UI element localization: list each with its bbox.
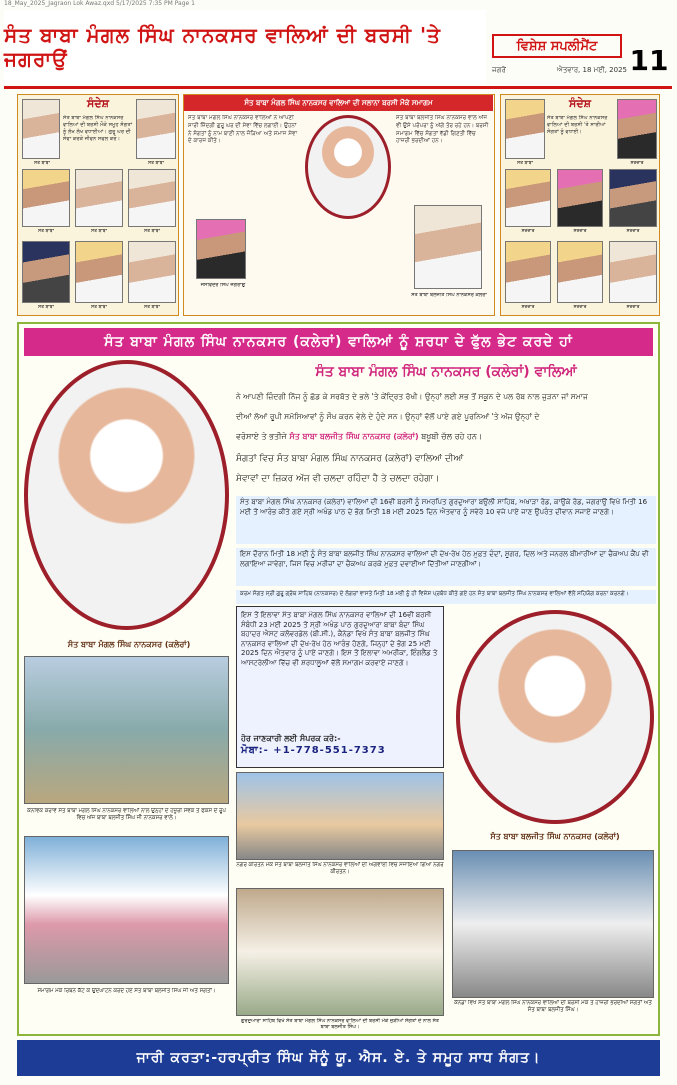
saint-portrait-large [24, 360, 229, 630]
photo-caption: ਸਮਾਗਮ ਮੌਕੇ ਰਿਬਨ ਕੱਟ ਕੇ ਉਦਘਾਟਨ ਕਰਦੇ ਹੋਏ ਸੰਤ ਬਾਬਾ ਬਲਜੀਤ ਸਿੰਘ ਜੀ ਅਤੇ ਸੰਗਤਾਂ। [37, 988, 216, 994]
portrait-photo [557, 241, 603, 303]
photo-caption: ਸੰਤ ਬਾਬਾ [91, 229, 107, 234]
medical-camp-paragraph: ਇਸ ਦੌਰਾਨ ਮਿਤੀ 18 ਮਈ ਨੂੰ ਸੰਤ ਬਾਬਾ ਬਲਜੀਤ ਸਿੰਘ ਨਾਨਕਸਰ ਵਾਲਿਆਂ ਦੀ ਦੇਖ-ਰੇਖ ਹੇਠ ਮੁਫ਼ਤ ਦੰਦਾਂ, ਸ਼ੂਗਰ, ਦਿਲ ਅਤੇ ਜਨਰਲ ਬੀਮਾਰੀਆਂ ਦਾ ਚੈਕਅਪ ਕੈਂਪ ਵੀ ਲਗਾਇਆ ਜਾਵੇਗਾ, ਜਿਸ ਵਿਚ ਮਰੀਜ਼ਾਂ ਦਾ ਚੈਕਅਪ ਕਰਕੇ ਮੁਫ਼ਤ ਦਵਾਈਆਂ ਦਿੱਤੀਆਂ ਜਾਣਗੀਆਂ। [236, 548, 656, 586]
masthead-title: ਸੰਤ ਬਾਬਾ ਮੰਗਲ ਸਿੰਘ ਨਾਨਕਸਰ ਵਾਲਿਆਂ ਦੀ ਬਰਸੀ 'ਤੇ ਜਗਰਾਉਂ [4, 10, 486, 84]
portrait-photo [617, 99, 657, 159]
left-panel-title: ਸੰਦੇਸ਼ [87, 97, 109, 110]
right-panel-title: ਸੰਦੇਸ਼ [569, 97, 591, 110]
successor-name: ਸੰਤ ਬਾਬਾ ਬਲਜੀਤ ਸਿੰਘ ਨਾਨਕਸਰ (ਕਲੇਰਾਂ) [289, 432, 419, 441]
langar-paragraph: ਕਰਮ ਸੰਗਤ ਸ੍ਰੀ ਗੁਰੂ ਗ੍ਰੰਥ ਸਾਹਿਬ (ਨਾਨਕਸਰ) ਦੇ ਲੰਗਰਾਂ ਵਾਸਤੇ ਮਿਤੀ 18 ਮਈ ਨੂੰ ਹੀ ਵਿਸ਼ੇਸ਼ ਪ੍ਰਬੰਧ ਕੀਤੇ ਗਏ ਹਨ ਸੰਤ ਬਾਬਾ ਬਲਜੀਤ ਸਿੰਘ ਨਾਨਕਸਰ ਵਾਲਿਆਂ ਵੱਲੋਂ ਸਹਿਯੋਗ ਕਰਨਾ ਕਰਨਗੇ। [236, 590, 656, 604]
portrait-photo [196, 219, 246, 279]
photo-caption: ਸੰਤ ਬਾਬਾ ਬਲਜੀਤ ਸਿੰਘ ਨਾਨਕਸਰ ਕਲੇਰਾਂ [411, 293, 487, 298]
photo-caption: ਕੰਨਵਿਕ ਕਰਾਵੇ ਸੰਤ ਬਾਬਾ ਮੰਗਲ ਸਿੰਘ ਨਾਨਕਸਰ ਵਾਲਿਆਂ ਨਾਲ ਉਨ੍ਹਾਂ ਦੇ ਹਜ਼ੂਰੀ ਸੇਵਕ ਤੇ ਫੋਕਸ ਦੇ ਰੂਪ ਵਿਚ ਅੱਜ ਬਾਬਾ ਬਲਜੀਤ ਸਿੰਘ ਜੀ ਨਾਨਕਸਰ ਵਾਲੇ। [27, 808, 226, 821]
article-text: ਬਖੂਬੀ ਚੱਲ ਰਹੇ ਹਨ। [421, 432, 483, 441]
photo-caption: ਸੰਤ ਬਾਬਾ [148, 161, 164, 166]
portrait-photo [505, 241, 551, 303]
ceremony-paragraph: ਸੰਤ ਬਾਬਾ ਮੰਗਲ ਸਿੰਘ ਨਾਨਕਸਰ (ਕਲੇਰਾਂ) ਵਾਲਿਆਂ ਦੀ 16ਵੀਂ ਬਰਸੀ ਨੂੰ ਸਮਰਪਿਤ ਗੁਰਦੁਆਰਾ ਬਉਲੀ ਸਾਹਿਬ, ਅਖਾੜਾ ਰੋਡ, ਕਾਉਂਕੇ ਰੋਡ, ਜਗਰਾਉਂ ਵਿਖੇ ਮਿਤੀ 16 ਮਈ ਤੋਂ ਆਰੰਭ ਕੀਤੇ ਗਏ ਸ੍ਰੀ ਅਖੰਡ ਪਾਠ ਦੇ ਭੋਗ ਮਿਤੀ 18 ਮਈ 2025 ਦਿਨ ਐਤਵਾਰ ਨੂੰ ਸਵੇਰੇ 10 ਵਜੇ ਪਾਏ ਜਾਣ ਉਪਰੰਤ ਦੀਵਾਨ ਸਜਾਏ ਜਾਣਗੇ। [236, 496, 656, 544]
photo-caption: ਸਰਦਾਰ [626, 229, 640, 234]
photo-caption: ਸਰਦਾਰ [626, 305, 640, 310]
tribute-banner: ਸੰਤ ਬਾਬਾ ਮੰਗਲ ਸਿੰਘ ਨਾਨਕਸਰ (ਕਲੇਰਾਂ) ਵਾਲਿਆਂ ਨੂੰ ਸ਼ਰਧਾ ਦੇ ਫੁੱਲ ਭੇਟ ਕਰਦੇ ਹਾਂ [24, 328, 653, 356]
portrait-photo [505, 99, 545, 159]
photo-caption: ਨਗਰ ਕੀਰਤਨ ਮੌਕੇ ਸੰਤ ਬਾਬਾ ਬਲਜੀਤ ਸਿੰਘ ਨਾਨਕਸਰ ਵਾਲਿਆਂ ਦੀ ਅਗਵਾਈ ਵਿਚ ਸਜਾਇਆ ਗਿਆ ਨਗਰ ਕੀਰਤਨ। [236, 862, 444, 875]
section-label: ਵਿਸ਼ੇਸ਼ ਸਪਲੀਮੈਂਟ [492, 34, 622, 58]
photo-caption: ਸੰਤ ਬਾਬਾ [144, 305, 160, 310]
photo-caption: ਸਰਦਾਰ [521, 305, 535, 310]
article-text: ਵਰੋਸਾਏ ਤੇ ਭਤੀਜੇ [236, 432, 287, 441]
canada-event-photo [452, 850, 654, 998]
photo-caption: ਸੰਤ ਬਾਬਾ [38, 229, 54, 234]
portrait-photo [505, 169, 551, 227]
photo-caption: ਸੰਤ ਬਾਬਾ [34, 161, 50, 166]
left-message-panel [17, 94, 179, 316]
right-message-panel [500, 94, 660, 316]
canada-notice-box [236, 606, 444, 768]
photo-caption: ਸੰਤ ਬਾਬਾ [517, 161, 533, 166]
article-line: ਸੇਵਾਵਾਂ ਦਾ ਜ਼ਿਕਰ ਅੱਜ ਵੀ ਚਲਦਾ ਰਹਿੰਦਾ ਹੈ ਤੇ ਚਲਦਾ ਰਹੇਗਾ। [236, 474, 440, 484]
photo-caption: ਸਰਦਾਰ [521, 229, 535, 234]
event-photo [24, 656, 229, 804]
notice-contact: ਹੋਰ ਜਾਣਕਾਰੀ ਲਈ ਸੰਪਰਕ ਕਰੋ:- [241, 734, 341, 743]
procession-photo [236, 772, 444, 860]
notice-text: ਇਸ ਤੋਂ ਇਲਾਵਾ ਸੰਤ ਬਾਬਾ ਮੰਗਲ ਸਿੰਘ ਨਾਨਕਸਰ ਵਾਲਿਆਂ ਦੀ 16ਵੀਂ ਬਰਸੀ ਸੰਬੰਧੀ 23 ਮਈ 2025 ਤੋਂ ਸ੍ਰੀ ਅਖੰਡ ਪਾਠ ਗੁਰਦੁਆਰਾ ਬਾਬਾ ਬੰਦਾ ਸਿੰਘ ਬਹਾਦਰ ਐਸਟ ਕਲੋਵਰਡੇਲ (ਬੀ.ਸੀ.), ਕੈਨੇਡਾ ਵਿਖੇ ਸੰਤ ਬਾਬਾ ਬਲਜੀਤ ਸਿੰਘ ਨਾਨਕਸਰ ਵਾਲਿਆਂ ਦੀ ਦੇਖ-ਰੇਖ ਹੇਠ ਆਰੰਭ ਹੋਣਗੇ, ਜਿਨ੍ਹਾਂ ਦੇ ਭੋਗ 25 ਮਈ 2025 ਦਿਨ ਐਤਵਾਰ ਨੂੰ ਪਾਏ ਜਾਣਗੇ। ਇਸ ਤੋਂ ਇਲਾਵਾ ਅਮਰੀਕਾ, ਇੰਗਲੈਂਡ ਤੇ ਆਸਟਰੇਲੀਆ ਵਿੱਚ ਵੀ ਸ਼ਰਧਾਲੂਆਂ ਵੱਲੋਂ ਸਮਾਗਮ ਕਰਵਾਏ ਜਾਣਗੇ। [241, 611, 438, 667]
portrait-photo [557, 169, 603, 227]
article-line [236, 430, 656, 444]
photo-caption: ਸੰਤ ਬਾਬਾ [38, 305, 54, 310]
portrait-photo [22, 99, 60, 159]
left-portrait-caption: ਸੰਤ ਬਾਬਾ ਮੰਗਲ ਸਿੰਘ ਨਾਨਕਸਰ (ਕਲੇਰਾਂ) [67, 640, 191, 649]
footer-banner: ਜਾਰੀ ਕਰਤਾ:-ਹਰਪ੍ਰੀਤ ਸਿੰਘ ਸੋਨੂੰ ਯੂ. ਐਸ. ਏ. ਤੇ ਸਮੂਹ ਸਾਧ ਸੰਗਤ। [17, 1040, 660, 1076]
photo-caption: ਸਰਦਾਰ [630, 161, 644, 166]
date-label: ਐਤਵਾਰ, 18 ਮਈ, 2025 [556, 66, 627, 74]
page-number: 11 [629, 43, 669, 77]
center-text-right: ਸੰਤ ਬਾਬਾ ਬਲਜੀਤ ਸਿੰਘ ਨਾਨਕਸਰ ਵਾਲੇ ਅੱਜ ਵੀ ਉਸੇ ਪਰੰਪਰਾ ਨੂੰ ਅੱਗੇ ਤੋਰ ਰਹੇ ਹਨ। ਬਰਸੀ ਸਮਾਗਮ ਵਿੱਚ ਸੰਗਤਾਂ ਵੱਡੀ ਗਿਣਤੀ ਵਿੱਚ ਹਾਜ਼ਰੀ ਭਰਦੀਆਂ ਹਨ। [396, 115, 489, 145]
portrait-photo [22, 241, 70, 303]
saint-portrait-oval [305, 115, 391, 219]
article-line: ਨੇ ਆਪਣੀ ਜ਼ਿੰਦਗੀ ਨਿੱਜ ਨੂੰ ਛੱਡ ਕੇ ਸਰਬੱਤ ਦੇ ਭਲੇ 'ਤੇ ਕੇਂਦ੍ਰਿਤ ਰੱਖੀ। ਉਨ੍ਹਾਂ ਲਈ ਸਭ ਤੋਂ ਸਕੂਨ ਦੇ ਪਲ ਰੱਬ ਨਾਲ ਜੁੜਨਾ ਜਾਂ ਸਮਾਜ [236, 392, 588, 401]
portrait-photo [609, 169, 657, 227]
portrait-photo [136, 99, 176, 159]
photo-caption: ਸਰਦਾਰ [573, 305, 587, 310]
dateline [492, 66, 627, 75]
center-panel-title: ਸੰਤ ਬਾਬਾ ਮੰਗਲ ਸਿੰਘ ਨਾਨਕਸਰ ਵਾਲਿਆਂ ਦੀ ਸਲਾਨਾ ਬਰਸੀ ਮੌਕੇ ਸਮਾਗਮ [184, 95, 493, 111]
portrait-photo [609, 241, 657, 303]
photo-caption: ਗੁਰਦੁਆਰਾ ਸਾਹਿਬ ਵਿਖੇ ਸੰਤ ਬਾਬਾ ਮੰਗਲ ਸਿੰਘ ਨਾਨਕਸਰ ਵਾਲਿਆਂ ਦੀ ਬਰਸੀ ਮੌਕੇ ਜੁੜੀਆਂ ਸੰਗਤਾਂ ਦੇ ਨਾਲ ਸੰਤ ਬਾਬਾ ਬਲਜੀਤ ਸਿੰਘ। [241, 1018, 439, 1031]
article-line: ਸੰਗਤਾਂ ਵਿਚ ਸੰਤ ਬਾਬਾ ਮੰਗਲ ਸਿੰਘ ਨਾਨਕਸਰ (ਕਲੇਰਾਂ) ਵਾਲਿਆਂ ਦੀਆਂ [236, 454, 464, 464]
article-heading: ਸੰਤ ਬਾਬਾ ਮੰਗਲ ਸਿੰਘ ਨਾਨਕਸਰ (ਕਲੇਰਾਂ) ਵਾਲਿਆਂ [315, 364, 577, 380]
center-text-left: ਸੰਤ ਬਾਬਾ ਮੰਗਲ ਸਿੰਘ ਨਾਨਕਸਰ ਵਾਲਿਆਂ ਨੇ ਆਪਣੀ ਸਾਰੀ ਜ਼ਿੰਦਗੀ ਗੁਰੂ ਘਰ ਦੀ ਸੇਵਾ ਵਿੱਚ ਲਗਾਈ। ਉਹਨਾਂ ਨੇ ਸੰਗਤਾਂ ਨੂੰ ਨਾਮ ਬਾਣੀ ਨਾਲ ਜੋੜਿਆ ਅਤੇ ਸਮਾਜ ਸੇਵਾ ਦੇ ਕਾਰਜ ਕੀਤੇ। [188, 115, 298, 145]
portrait-photo [128, 241, 176, 303]
successor-portrait-oval [456, 610, 654, 824]
portrait-photo [75, 241, 123, 303]
center-article-panel [183, 94, 495, 316]
article-line: ਦੀਆਂ ਲੋਆਂ ਰੂਪੀ ਸਮੱਸਿਆਵਾਂ ਨੂੰ ਸੌਖ ਕਰਨ ਵੇਲੇ ਦੇ ਹੁੰਦੇ ਸਨ। ਉਨ੍ਹਾਂ ਵੱਲੋਂ ਪਾਏ ਗਏ ਪੂਰਨਿਆਂ 'ਤੇ ਅੱਜ ਉਨ੍ਹਾਂ ਦੇ [236, 412, 540, 421]
portrait-photo [75, 169, 123, 227]
notice-phone: ਮੋਬਾ:- +1-778-551-7373 [241, 745, 386, 756]
photo-caption: ਜਸਵਿੰਦਰ ਸਿੰਘ ਜਗਰਾਉਂ [200, 283, 246, 288]
city-label: ਜਗਰੋਂ [492, 66, 506, 74]
gathering-photo [236, 888, 444, 1016]
photo-caption: ਕੈਨੇਡਾ ਵਿਖੇ ਸੰਤ ਬਾਬਾ ਮੰਗਲ ਸਿੰਘ ਨਾਨਕਸਰ ਵਾਲਿਆਂ ਦੀ ਬਰਸੀ ਮੌਕੇ ਤੇ ਹਾਜ਼ਰੀ ਭਰਦੀਆਂ ਸੰਗਤਾਂ ਅਤੇ ਸੰਤ ਬਾਬਾ ਬਲਜੀਤ ਸਿੰਘ। [454, 1000, 652, 1013]
file-info-line: 18_May_2025_Jagraon Lok Awaz.qxd 5/17/2025 7:35 PM Page 1 [4, 0, 195, 7]
portrait-photo [22, 169, 70, 227]
right-panel-text: ਸੰਤ ਬਾਬਾ ਮੰਗਲ ਸਿੰਘ ਨਾਨਕਸਰ ਵਾਲਿਆਂ ਦੀ ਬਰਸੀ 'ਤੇ ਸਾਰੀਆਂ ਸੰਗਤਾਂ ਨੂੰ ਵਧਾਈ। [547, 115, 608, 135]
portrait-photo [414, 205, 482, 289]
left-panel-text: ਸੰਤ ਬਾਬਾ ਮੰਗਲ ਸਿੰਘ ਨਾਨਕਸਰ ਵਾਲਿਆਂ ਦੀ ਬਰਸੀ ਮੌਕੇ ਸਮੂਹ ਸੰਗਤਾਂ ਨੂੰ ਲੱਖ ਲੱਖ ਵਧਾਈਆਂ। ਗੁਰੂ ਘਰ ਦੀ ਸੇਵਾ ਕਰਕੇ ਜੀਵਨ ਸਫਲ ਕਰੋ। [63, 115, 133, 142]
photo-caption: ਸੰਤ ਬਾਬਾ [144, 229, 160, 234]
portrait-photo [128, 169, 176, 227]
ribbon-cutting-photo [24, 836, 229, 984]
divider [4, 86, 672, 89]
photo-caption: ਸਰਦਾਰ [573, 229, 587, 234]
photo-caption: ਸੰਤ ਬਾਬਾ [91, 305, 107, 310]
right-portrait-caption: ਸੰਤ ਬਾਬਾ ਬਲਜੀਤ ਸਿੰਘ ਨਾਨਕਸਰ (ਕਲੇਰਾਂ) [490, 832, 620, 841]
